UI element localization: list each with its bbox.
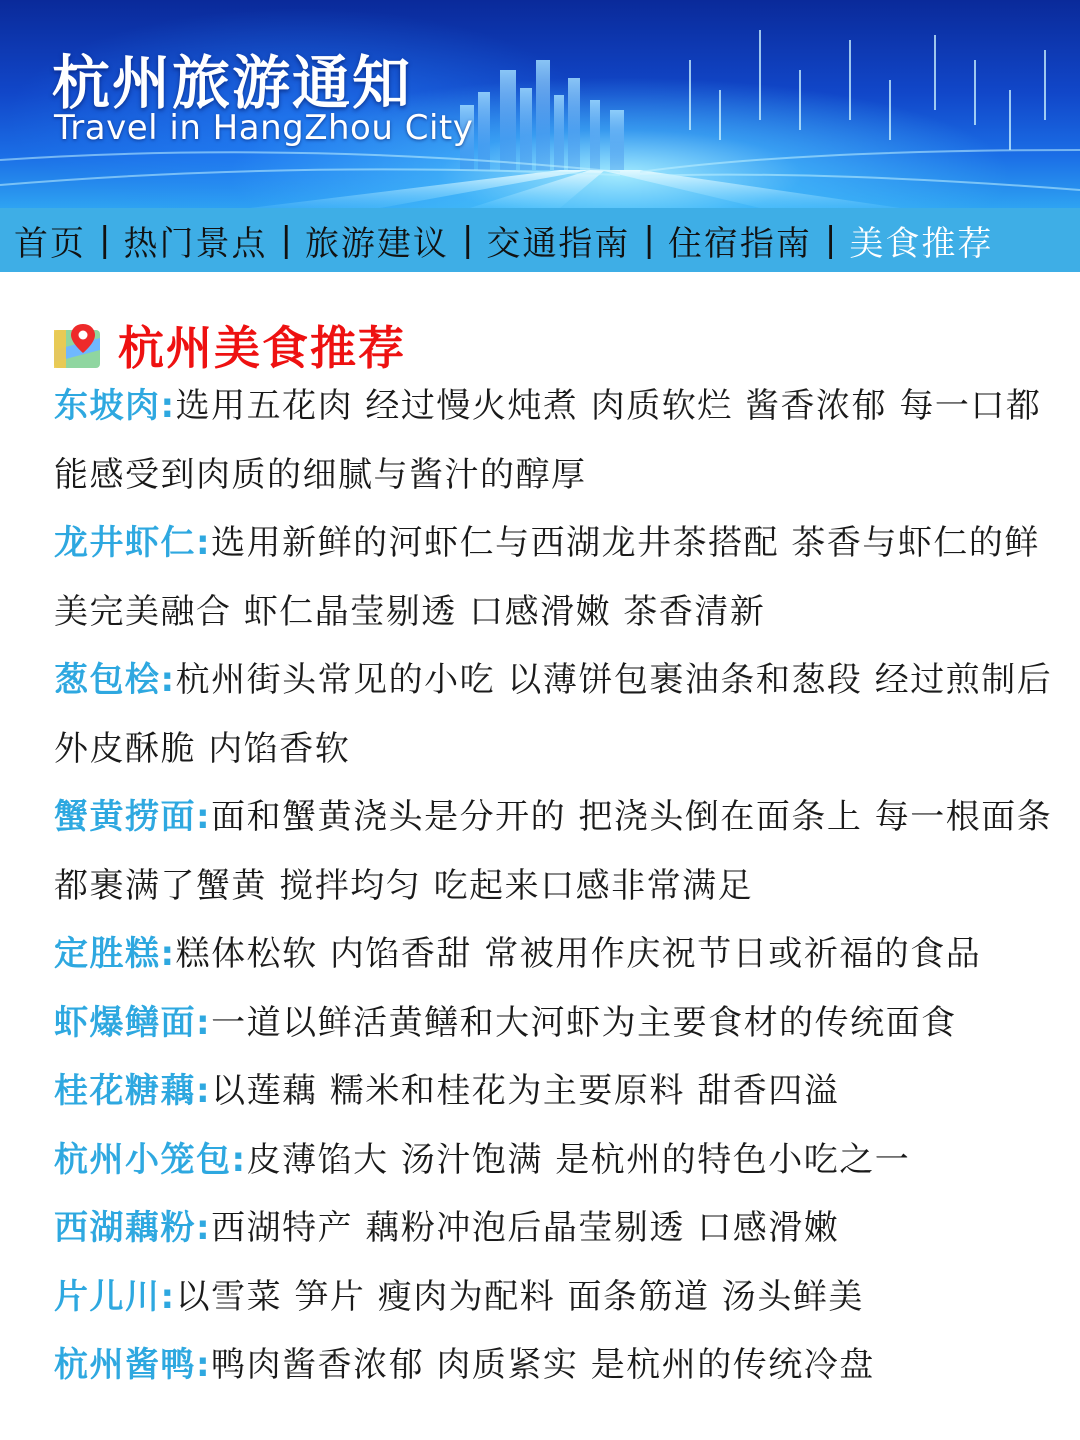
- list-item: [54, 1057, 1064, 1126]
- food-name: 龙井虾仁:: [54, 523, 212, 563]
- food-desc: 鸭肉酱香浓郁 肉质紧实 是杭州的传统冷盘: [211, 1345, 875, 1385]
- nav-separator: |: [99, 220, 111, 260]
- food-desc: 以雪菜 笋片 瘦肉为配料 面条筋道 汤头鲜美: [175, 1276, 864, 1317]
- nav-item-attractions[interactable]: 热门景点: [123, 223, 268, 264]
- food-desc: 选用新鲜的河虾仁与西湖龙井茶搭配 茶香与虾仁的鲜美完美融合 虾仁晶莹剔透 口感滑嫩 茶香清新: [54, 523, 1040, 632]
- food-name: 桂花糖藕:: [54, 1071, 212, 1111]
- food-name: 片儿川:: [54, 1276, 176, 1317]
- food-name: 杭州小笼包:: [54, 1139, 247, 1180]
- banner-subtitle: Travel in HangZhou City: [54, 108, 474, 148]
- nav-item-accommodation[interactable]: 住宿指南: [667, 223, 812, 264]
- nav-separator: |: [461, 220, 474, 260]
- list-item: [54, 1263, 1064, 1332]
- food-desc: 面和蟹黄浇头是分开的 把浇头倒在面条上 每一根面条都裹满了蟹黄 搅拌均匀 吃起来口感非常满足: [54, 797, 1053, 906]
- food-list: [54, 372, 1064, 1400]
- section-title: 杭州美食推荐: [118, 321, 406, 375]
- list-item: [54, 372, 1064, 509]
- list-item: [54, 1194, 1064, 1263]
- header-banner: [0, 0, 1080, 208]
- list-item: [54, 509, 1064, 646]
- list-item: [54, 989, 1064, 1058]
- food-desc: 以莲藕 糯米和桂花为主要原料 甜香四溢: [211, 1071, 840, 1111]
- food-name: 蟹黄捞面:: [54, 797, 212, 837]
- nav-item-home[interactable]: 首页: [14, 223, 86, 264]
- food-name: 葱包桧:: [54, 660, 176, 700]
- food-desc: 西湖特产 藕粉冲泡后晶莹剔透 口感滑嫩: [211, 1208, 840, 1248]
- food-desc: 皮薄馅大 汤汁饱满 是杭州的特色小吃之一: [246, 1139, 911, 1180]
- section-header: [52, 312, 406, 378]
- food-name: 定胜糕:: [54, 934, 176, 974]
- food-desc: 一道以鲜活黄鳝和大河虾为主要食材的传统面食: [211, 1002, 957, 1043]
- nav-item-travel-tips[interactable]: 旅游建议: [304, 223, 449, 264]
- nav-separator: |: [280, 220, 292, 260]
- nav-separator: |: [643, 220, 655, 260]
- nav-item-food[interactable]: 美食推荐: [849, 223, 994, 264]
- list-item: [54, 1331, 1064, 1400]
- food-name: 西湖藕粉:: [54, 1208, 212, 1248]
- food-name: 杭州酱鸭:: [54, 1345, 212, 1385]
- top-nav: [0, 208, 1080, 272]
- list-item: [54, 1126, 1064, 1195]
- nav-separator: |: [824, 220, 837, 260]
- food-name: 东坡肉:: [54, 386, 176, 426]
- list-item: [54, 646, 1064, 783]
- food-desc: 选用五花肉 经过慢火炖煮 肉质软烂 酱香浓郁 每一口都能感受到肉质的细腻与酱汁的醇厚: [54, 386, 1042, 495]
- banner-title: 杭州旅游通知: [52, 49, 413, 117]
- food-desc: 杭州街头常见的小吃 以薄饼包裹油条和葱段 经过煎制后外皮酥脆 内馅香软: [54, 660, 1053, 769]
- map-pin-icon: [52, 320, 102, 370]
- food-desc: 糕体松软 内馅香甜 常被用作庆祝节日或祈福的食品: [175, 934, 982, 974]
- food-name: 虾爆鳝面:: [54, 1002, 212, 1043]
- list-item: [54, 783, 1064, 920]
- nav-item-transport[interactable]: 交通指南: [486, 223, 631, 264]
- list-item: [54, 920, 1064, 989]
